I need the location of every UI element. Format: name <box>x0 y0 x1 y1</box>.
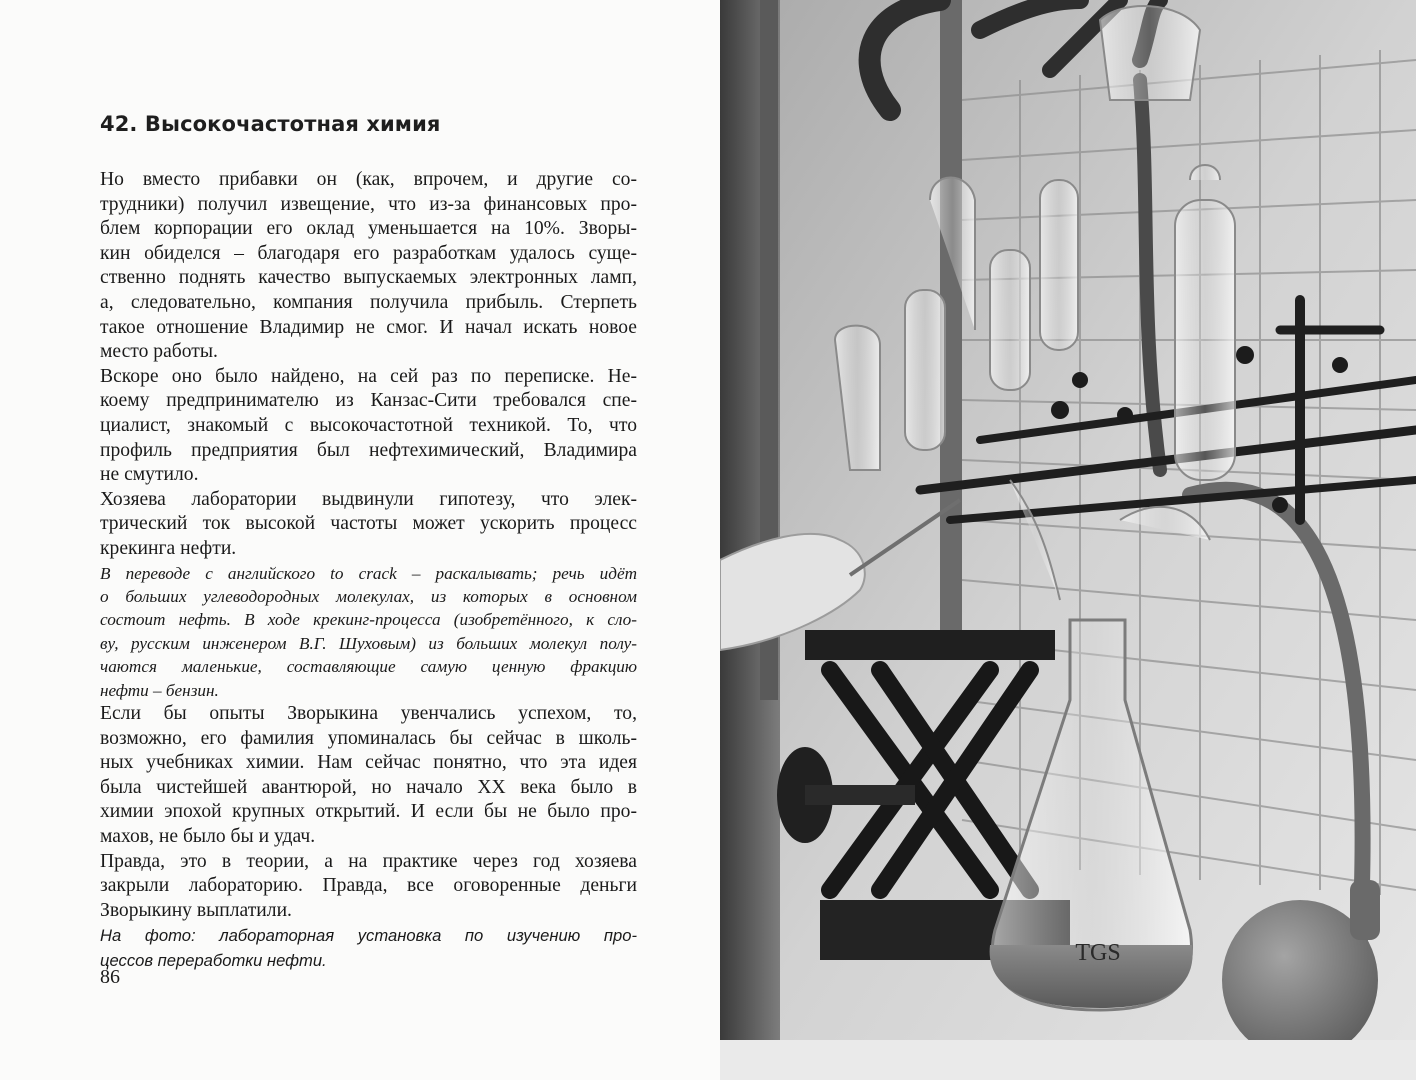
note-line: состоит нефть. В ходе крекинг-процесса (изобретённого, к сло- <box>100 610 637 630</box>
paragraph-4 <box>100 702 637 850</box>
text-line: Вскоре оно было найдено, на сей раз по переписке. Не- <box>100 365 637 387</box>
note-line: ву, русским инженером В.Г. Шуховым) из больших молекул полу- <box>100 633 637 653</box>
text-line: Зворыкину выплатили. <box>100 899 292 921</box>
paragraph-2 <box>100 365 637 488</box>
text-line: кин обиделся – благодаря его разработкам удалось суще- <box>100 242 637 264</box>
caption-line: цессов переработки нефти. <box>100 951 327 971</box>
footnote <box>100 562 637 702</box>
body-text <box>100 168 637 973</box>
text-line: место работы. <box>100 341 218 363</box>
chapter-title: 42. Высокочастотная химия <box>100 112 441 136</box>
text-line: возможно, его фамилия упоминалась бы сейчас в школь- <box>100 727 637 749</box>
text-line: Но вместо прибавки он (как, впрочем, и другие со- <box>100 169 637 190</box>
paragraph-5 <box>100 850 637 924</box>
text-line: крекинга нефти. <box>100 537 237 559</box>
note-line: В переводе с английского to crack – раскалывать; речь идёт <box>100 563 637 583</box>
text-line: махов, не было бы и удач. <box>100 825 316 847</box>
text-line: профиль предприятия был нефтехимический, Владимира <box>100 439 637 461</box>
lab-apparatus-photo <box>720 0 1416 1080</box>
text-line: трудники) получил извещение, что из-за финансовых про- <box>100 193 637 215</box>
note-line: нефти – бензин. <box>100 680 219 700</box>
text-line: Хозяева лаборатории выдвинули гипотезу, что элек- <box>100 488 637 510</box>
text-line: ственно поднять качество выпускаемых электронных ламп, <box>100 267 637 289</box>
text-line: химии эпохой крупных открытий. И если бы не было про- <box>100 801 637 823</box>
text-line: ных учебниках химии. Нам сейчас понятно, что эта идея <box>100 752 637 774</box>
text-line: Если бы опыты Зворыкина увенчались успехом, то, <box>100 702 637 724</box>
text-line: была чистейшей авантюрой, но начало XX века было в <box>100 776 637 798</box>
text-line: а, следовательно, компания получила прибыль. Стерпеть <box>100 291 637 313</box>
note-line: чаются маленькие, составляющие самую ценную фракцию <box>100 657 637 677</box>
flask-label: TGS <box>1075 940 1121 966</box>
text-line: такое отношение Владимир не смог. И начал искать новое <box>100 316 637 338</box>
photo-caption <box>100 923 637 973</box>
text-line: закрыли лабораторию. Правда, все оговоренные деньги <box>100 875 637 897</box>
text-line: циалист, знакомый с высокочастотной техникой. То, что <box>100 414 637 436</box>
paragraph-1 <box>100 168 637 365</box>
paragraph-3 <box>100 488 637 562</box>
note-line: о больших углеводородных молекулах, из которых в основном <box>100 586 637 606</box>
text-line: Правда, это в теории, а на практике через год хозяева <box>100 850 637 872</box>
text-line: коему предпринимателю из Канзас-Сити требовался спе- <box>100 390 637 412</box>
lab-bench <box>720 1040 1416 1080</box>
page-number: 86 <box>100 966 120 988</box>
text-line: блем корпорации его оклад уменьшается на 10%. Зворы- <box>100 218 637 240</box>
text-line: не смутило. <box>100 464 199 486</box>
caption-line: На фото: лабораторная установка по изучению про- <box>100 926 637 946</box>
text-line: трический ток высокой частоты может ускорить процесс <box>100 513 637 535</box>
